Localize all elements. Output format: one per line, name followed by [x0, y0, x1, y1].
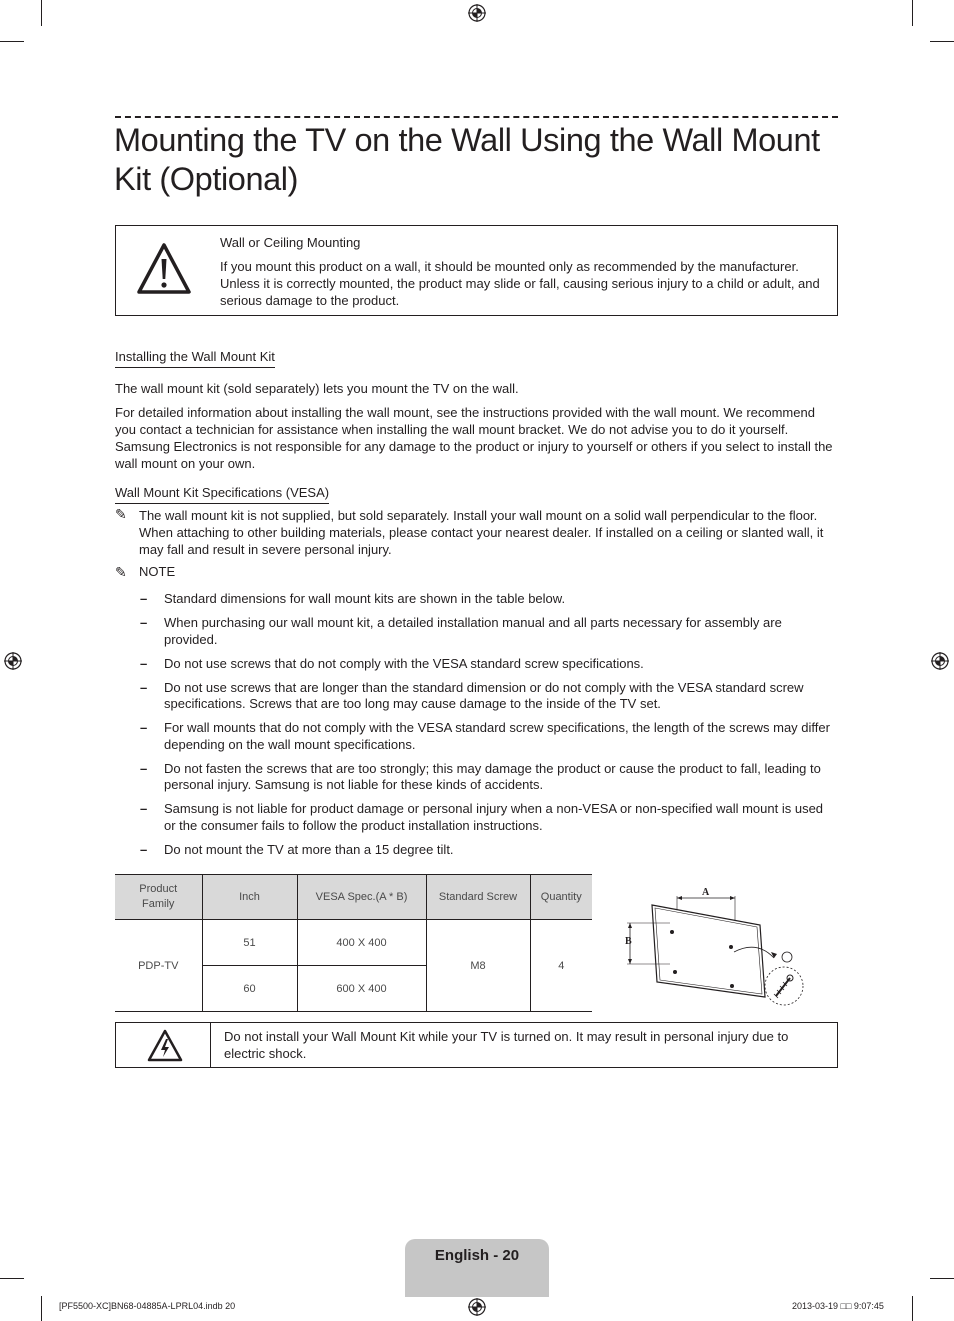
note-label: NOTE [139, 564, 176, 579]
table-header: Inch [202, 875, 297, 920]
warning-heading: Wall or Ceiling Mounting [220, 235, 361, 250]
crop-mark [912, 1296, 913, 1321]
page-number-label: English - 20 [434, 1247, 520, 1264]
list-item: – Do not fasten the screws that are too strongly; this may damage the product or cause the product to fall, leading to personal injury. Samsung is not liable for these kinds of accidents. [140, 760, 821, 792]
quantity-cell: 4 [530, 920, 592, 1012]
list-item-text: Do not mount the TV at more than a 15 degree tilt. [164, 841, 454, 857]
page-title: Mounting the TV on the Wall Using the Wall Mount Kit (Optional) [114, 122, 820, 197]
table-header: VESA Spec.(A * B) [297, 875, 426, 920]
warning-box [115, 225, 838, 316]
inch-cell: 51 [202, 920, 297, 966]
list-item-text: Do not use screws that do not comply with the VESA standard screw specifications. [164, 655, 644, 671]
list-item-text: Do not use screws that are longer than the standard dimension or do not comply with the VESA standard screw specifications. Screws that are too long may cause damage to the inside of the TV set. [164, 679, 804, 711]
warning-text: If you mount this product on a wall, it should be mounted only as recommended by the manufacturer. Unless it is correctly mounted, the product may slide or fall, causing serious injury to a child or adult, and serious damage to the product. [220, 259, 820, 308]
footer-timestamp: 2013-03-19 □□ 9:07:45 [792, 1301, 884, 1311]
page-number-tab [405, 1239, 549, 1297]
product-family-cell: PDP-TV [115, 920, 202, 1012]
crop-mark [912, 0, 913, 26]
table-header: Standard Screw [426, 875, 530, 920]
registration-mark-icon [467, 1297, 487, 1317]
screw-hole [673, 970, 677, 974]
crop-mark [0, 1278, 24, 1279]
list-item: – Do not use screws that are longer than the standard dimension or do not comply with the VESA standard screw specifications. Screws that are too long may cause damage to the inside of the TV set. [140, 679, 804, 711]
screw-hole [729, 945, 733, 949]
electric-shock-warning-icon [147, 1029, 183, 1062]
shock-warning-text: Do not install your Wall Mount Kit while your TV is turned on. It may result in personal injury due to electric shock. [224, 1029, 789, 1061]
screw-hole [730, 984, 734, 988]
installing-paragraph-1: The wall mount kit (sold separately) lets you mount the TV on the wall. [115, 381, 519, 396]
list-item: – Samsung is not liable for product damage or personal injury when a non-VESA or non-specified wall mount is used or the consumer fails to follow the product installation instructions. [140, 801, 824, 833]
vesa-cell: 600 X 400 [297, 966, 426, 1012]
table-header: Product Family [115, 875, 202, 920]
crop-mark [41, 1296, 42, 1321]
table-row [115, 920, 592, 966]
crop-mark [930, 41, 954, 42]
screw-hole [670, 930, 674, 934]
dimension-b-label: B [625, 936, 632, 947]
dimension-a-label: A [702, 887, 710, 898]
specs-intro: The wall mount kit is not supplied, but sold separately. Install your wall mount on a solid wall perpendicular to the floor. When attaching to other building materials, please contact your nearest dealer. If installed on a ceiling or slanted wall, it may fall and result in severe personal injury. [139, 508, 824, 557]
list-item: – Do not mount the TV at more than a 15 degree tilt. [140, 841, 454, 857]
list-item-text: Standard dimensions for wall mount kits are shown in the table below. [164, 591, 566, 606]
list-item-text: When purchasing our wall mount kit, a detailed installation manual and all parts necessary for assembly are provided. [164, 615, 782, 647]
crop-mark [930, 1278, 954, 1279]
screw-cell: M8 [426, 920, 530, 1012]
pencil-icon: ✎ [115, 506, 127, 522]
shock-warning-box [115, 1022, 838, 1068]
list-item: – Standard dimensions for wall mount kits are shown in the table below. [140, 591, 566, 606]
registration-mark-icon [467, 3, 487, 23]
inch-cell: 60 [202, 966, 297, 1012]
vesa-spec-table [115, 874, 592, 1012]
registration-mark-icon [3, 651, 23, 671]
footer-file-label: [PF5500-XC]BN68-04885A-LPRL04.indb 20 [59, 1301, 236, 1311]
vesa-cell: 400 X 400 [297, 920, 426, 966]
installing-paragraph-2: For detailed information about installing the wall mount, see the instructions provided with the wall mount. We recommend you contact a technician for assistance when installing the wall mount bracket. We do not advise you to do it yourself. Samsung Electronics is not responsible for any damage to the product or injury to yourself or others if you select to install the wall mount on your own. [115, 405, 833, 471]
list-item-text: For wall mounts that do not comply with the VESA standard screw specifications, the length of the screws may differ depending on the wall mount specifications. [164, 720, 830, 752]
installing-heading: Installing the Wall Mount Kit [115, 349, 275, 368]
crop-mark [0, 41, 24, 42]
exclamation-triangle-icon [136, 242, 192, 296]
list-item: – When purchasing our wall mount kit, a detailed installation manual and all parts necessary for assembly are provided. [140, 615, 782, 647]
note-list [140, 591, 837, 866]
wall-mount-diagram [622, 880, 812, 1010]
shock-box-divider [210, 1023, 211, 1067]
registration-mark-icon [930, 651, 950, 671]
specs-heading: Wall Mount Kit Specifications (VESA) [115, 485, 329, 504]
title-dashed-rule [115, 116, 838, 118]
table-header-row [115, 875, 592, 920]
list-item-text: Samsung is not liable for product damage or personal injury when a non-VESA or non-specified wall mount is used or the consumer fails to follow the product installation instructions. [164, 801, 824, 833]
crop-mark [41, 0, 42, 26]
pencil-icon: ✎ [115, 564, 127, 580]
list-item: – Do not use screws that do not comply with the VESA standard screw specifications. [140, 655, 644, 671]
list-item: – For wall mounts that do not comply with the VESA standard screw specifications, the length of the screws may differ depending on the wall mount specifications. [140, 720, 830, 752]
table-header: Quantity [530, 875, 592, 920]
list-item-text: Do not fasten the screws that are too strongly; this may damage the product or cause the product to fall, leading to personal injury. Samsung is not liable for these kinds of accidents. [164, 760, 821, 792]
